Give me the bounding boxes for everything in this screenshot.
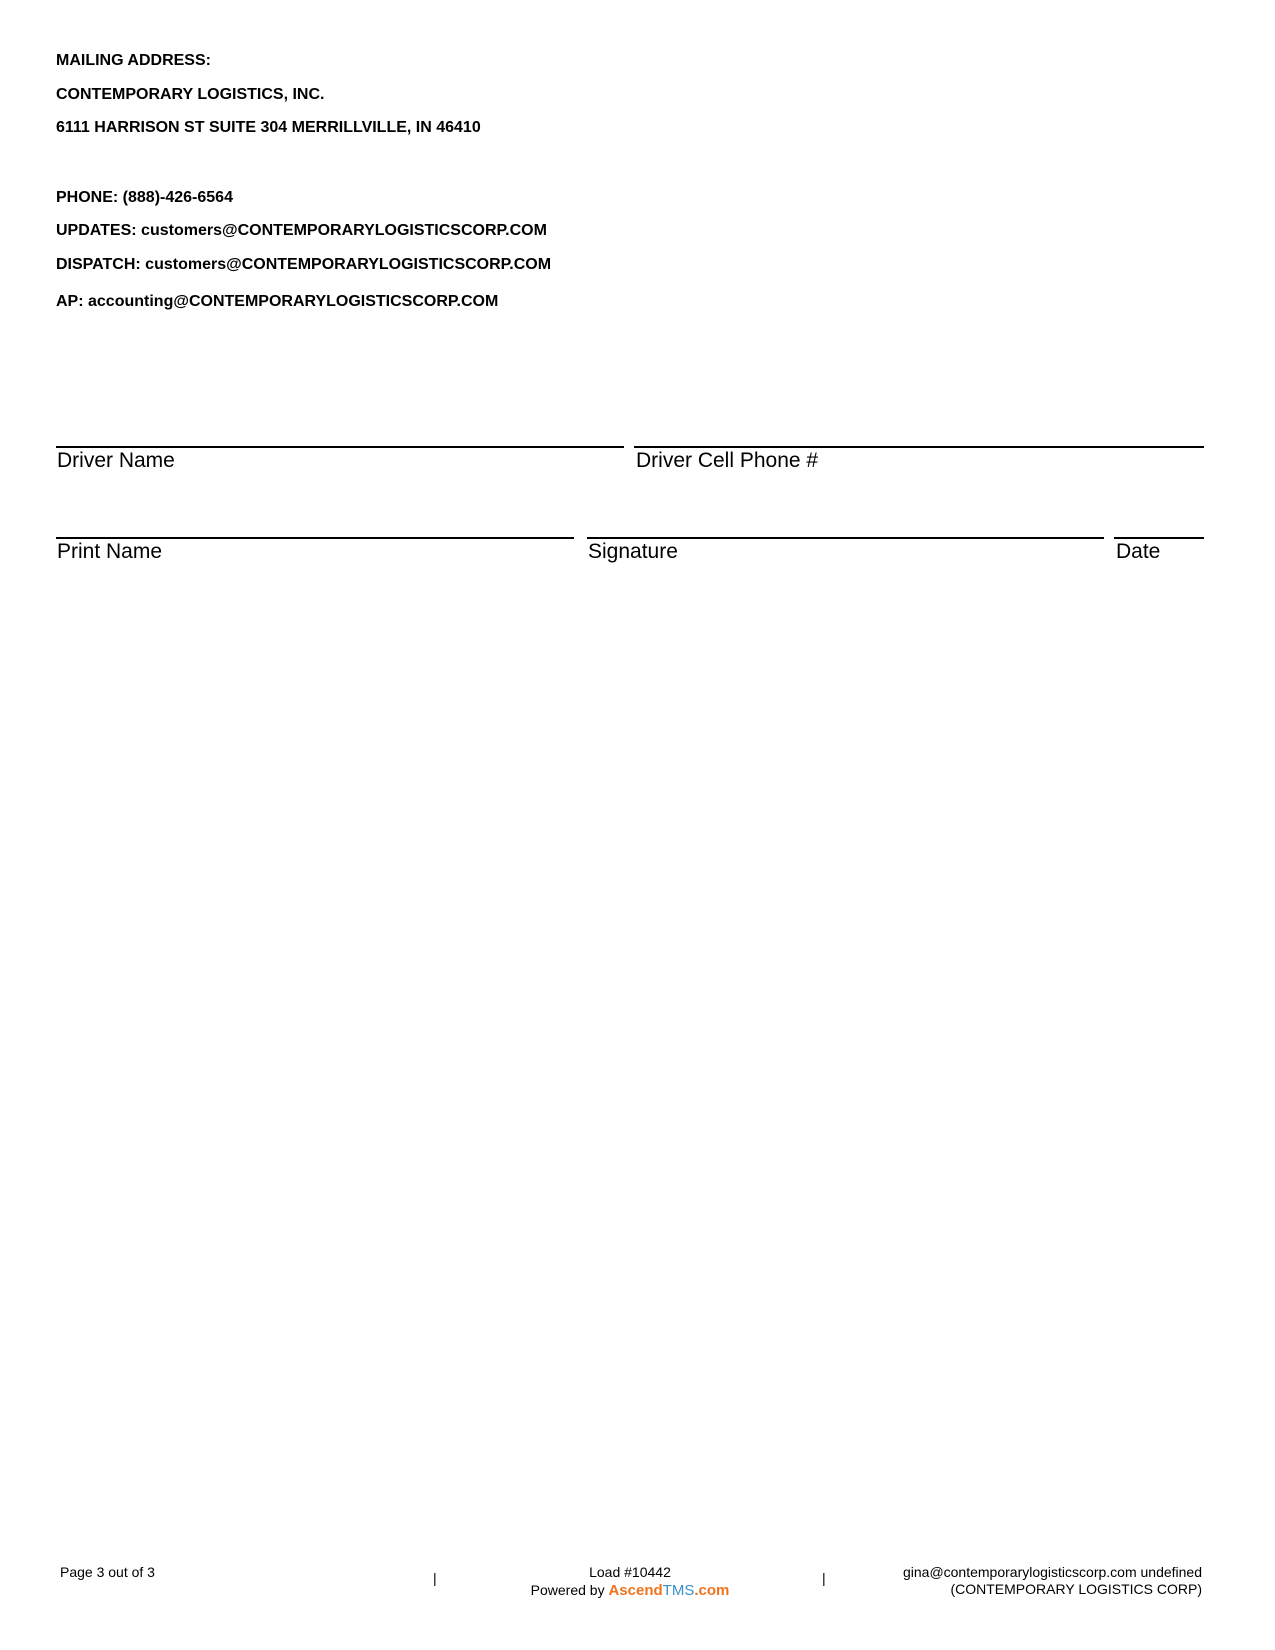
ascendtms-logo[interactable] [608,1582,729,1598]
footer-separator-right: | [822,1570,826,1586]
updates-email: UPDATES: customers@CONTEMPORARYLOGISTICSCORP.COM [56,222,547,239]
brand-com-text: .com [694,1582,730,1599]
date-label: Date [1116,540,1161,563]
print-name-label: Print Name [57,540,163,563]
company-address: 6111 HARRISON ST SUITE 304 MERRILLVILLE, IN 46410 [56,119,481,136]
company-phone: PHONE: (888)-426-6564 [56,189,233,206]
user-company: (CONTEMPORARY LOGISTICS CORP) [950,1581,1202,1597]
powered-by [520,1582,740,1599]
brand-tms-text: TMS [662,1582,695,1599]
driver-name-label: Driver Name [57,449,175,472]
signature-label: Signature [588,540,678,563]
print-name-line[interactable] [56,537,574,539]
user-email: gina@contemporarylogisticscorp.com undefined [902,1564,1202,1580]
driver-cell-line[interactable] [634,446,1204,448]
signature-line[interactable] [587,537,1104,539]
dispatch-email: DISPATCH: customers@CONTEMPORARYLOGISTICSCORP.COM [56,256,552,273]
ap-email: AP: accounting@CONTEMPORARYLOGISTICSCORP.COM [56,293,499,310]
powered-by-label: Powered by [530,1582,605,1598]
mailing-address-label: MAILING ADDRESS: [56,52,211,69]
company-name: CONTEMPORARY LOGISTICS, INC. [56,86,325,103]
driver-name-line[interactable] [56,446,624,448]
driver-cell-label: Driver Cell Phone # [636,449,819,472]
load-number: Load #10442 [589,1564,671,1580]
footer-separator-left: | [433,1570,437,1586]
date-line[interactable] [1114,537,1204,539]
page-number: Page 3 out of 3 [60,1564,155,1580]
brand-ascend-text: Ascend [608,1582,663,1599]
